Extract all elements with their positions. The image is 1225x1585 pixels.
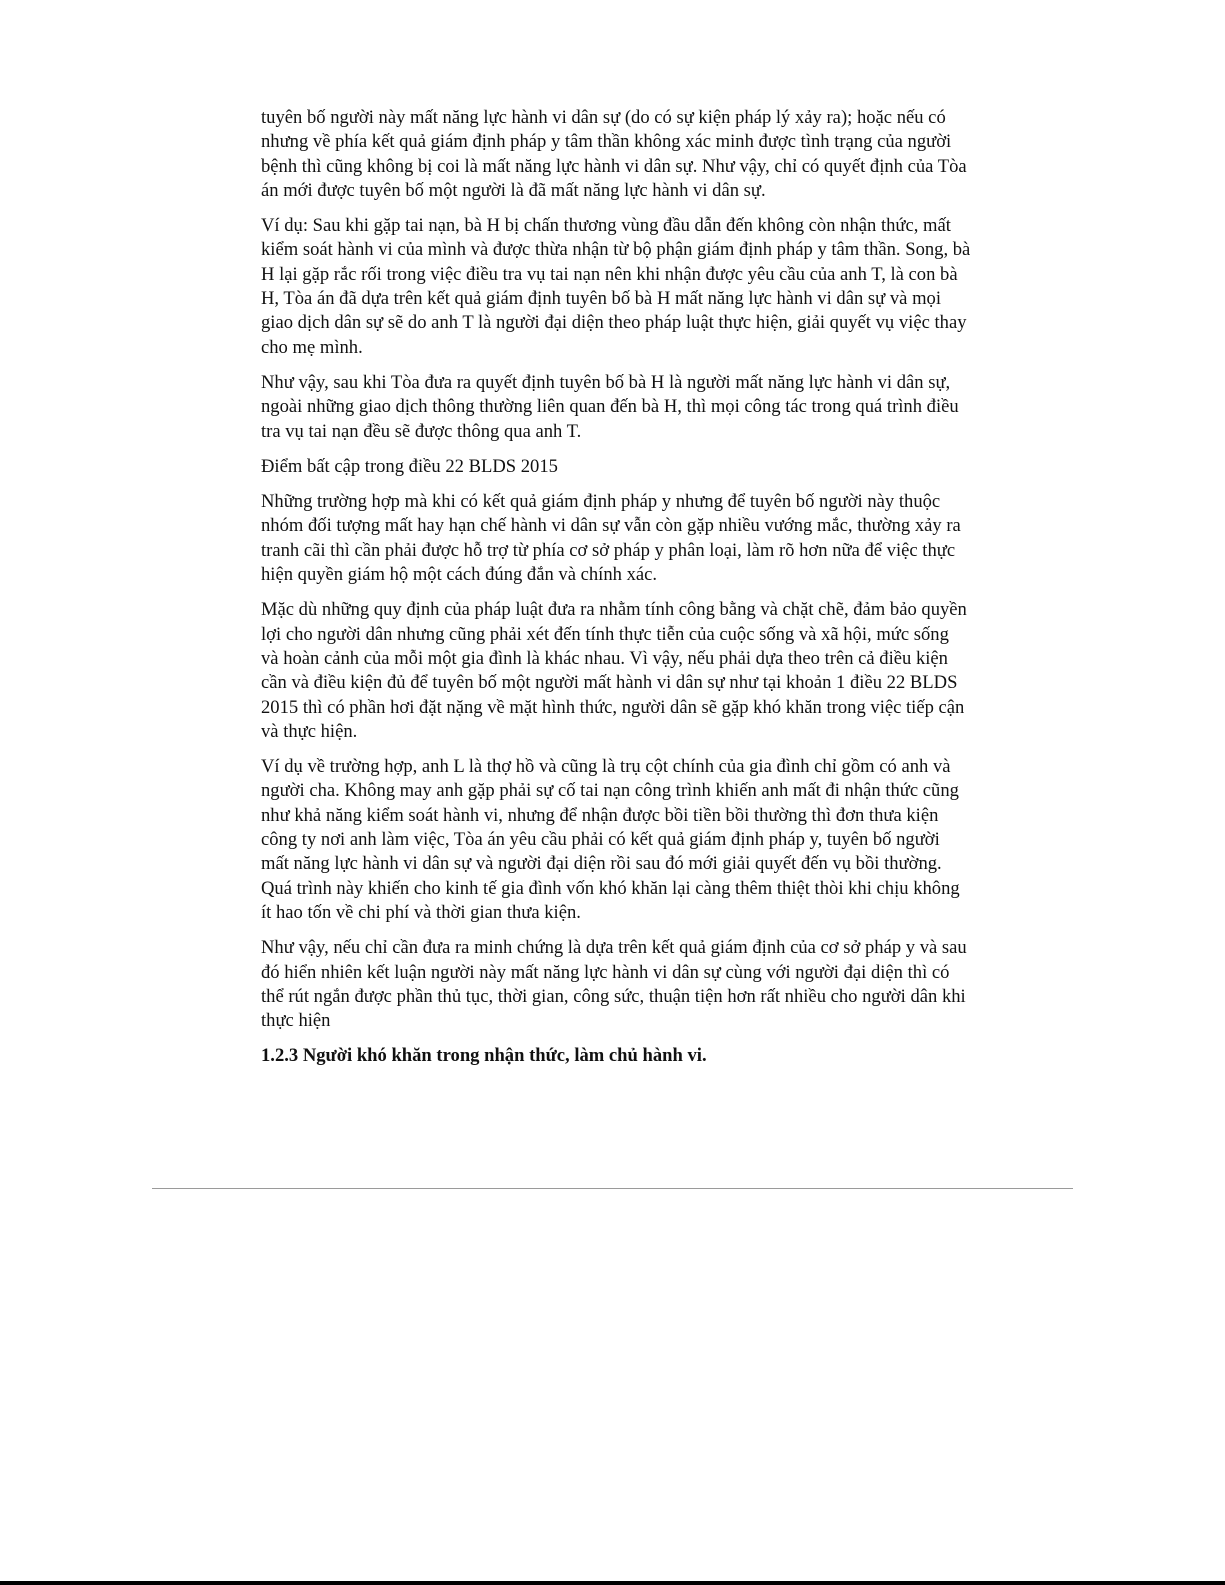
section-heading: 1.2.3 Người khó khăn trong nhận thức, làm chủ hành vi. (261, 1045, 707, 1067)
paragraph: tuyên bố người này mất năng lực hành vi dân sự (do có sự kiện pháp lý xảy ra); hoặc nếu có nhưng về phía kết quả giám định pháp y tâm thần không xác minh được tình trạng của người bệnh thì cũng không bị coi là mất năng lực hành vi dân sự. Như vậy, chỉ có quyết định của Tòa án mới được tuyên bố một người là đã mất năng lực hành vi dân sự. (261, 107, 967, 201)
paragraph: Mặc dù những quy định của pháp luật đưa ra nhằm tính công bằng và chặt chẽ, đảm bảo quyền lợi cho người dân nhưng cũng phải xét đến tính thực tiễn của cuộc sống và xã hội, mức sống và hoàn cảnh của mỗi một gia đình là khác nhau. Vì vậy, nếu phải dựa theo trên cả điều kiện cần và điều kiện đủ để tuyên bố một người mất hành vi dân sự như tại khoản 1 điều 22 BLDS 2015 thì có phần hơi đặt nặng về mặt hình thức, người dân sẽ gặp khó khăn trong việc tiếp cận và thực hiện. (261, 599, 967, 742)
paragraph: Như vậy, sau khi Tòa đưa ra quyết định tuyên bố bà H là người mất năng lực hành vi dân sự, ngoài những giao dịch thông thường liên quan đến bà H, thì mọi công tác trong quá trình điều tra vụ tai nạn đều sẽ được thông qua anh T. (261, 371, 959, 442)
bottom-border (0, 1581, 1225, 1585)
page-divider (152, 1188, 1073, 1189)
paragraph: Ví dụ: Sau khi gặp tai nạn, bà H bị chấn thương vùng đầu dẫn đến không còn nhận thức, mất kiểm soát hành vi của mình và được thừa nhận từ bộ phận giám định pháp y tâm thần. Song, bà H lại gặp rắc rối trong việc điều tra vụ tai nạn nên khi nhận được yêu cầu của anh T, là con bà H, Tòa án đã dựa trên kết quả giám định tuyên bố bà H mất năng lực hành vi dân sự và mọi giao dịch dân sự sẽ do anh T là người đại diện theo pháp luật thực hiện, giải quyết vụ việc thay cho mẹ mình. (261, 215, 971, 358)
paragraph: Như vậy, nếu chỉ cần đưa ra minh chứng là dựa trên kết quả giám định của cơ sở pháp y và sau đó hiển nhiên kết luận người này mất năng lực hành vi dân sự cùng với người đại diện thì có thể rút ngắn được phần thủ tục, thời gian, công sức, thuận tiện hơn rất nhiều cho người dân khi thực hiện (261, 937, 967, 1032)
paragraph: Điểm bất cập trong điều 22 BLDS 2015 (261, 455, 558, 477)
paragraph: Những trường hợp mà khi có kết quả giám định pháp y nhưng để tuyên bố người này thuộc nhóm đối tượng mất hay hạn chế hành vi dân sự vẫn còn gặp nhiều vướng mắc, thường xảy ra tranh cãi thì cần phải được hỗ trợ từ phía cơ sở pháp y phân loại, làm rõ hơn nữa để việc thực hiện quyền giám hộ một cách đúng đắn và chính xác. (261, 491, 961, 586)
paragraph: Ví dụ về trường hợp, anh L là thợ hồ và cũng là trụ cột chính của gia đình chỉ gồm có anh và người cha. Không may anh gặp phải sự cố tai nạn công trình khiến anh mất đi nhận thức cũng như khả năng kiểm soát hành vi, nhưng để nhận được bồi tiền bồi thường thì đơn thưa kiện công ty nơi anh làm việc, Tòa án yêu cầu phải có kết quả giám định pháp y, tuyên bố người mất năng lực hành vi dân sự và người đại diện rồi sau đó mới giải quyết đến vụ bồi thường. Quá trình này khiến cho kinh tế gia đình vốn khó khăn lại càng thêm thiệt thòi khi chịu không ít hao tốn về chi phí và thời gian thưa kiện. (261, 756, 960, 923)
document-body (261, 106, 971, 1080)
